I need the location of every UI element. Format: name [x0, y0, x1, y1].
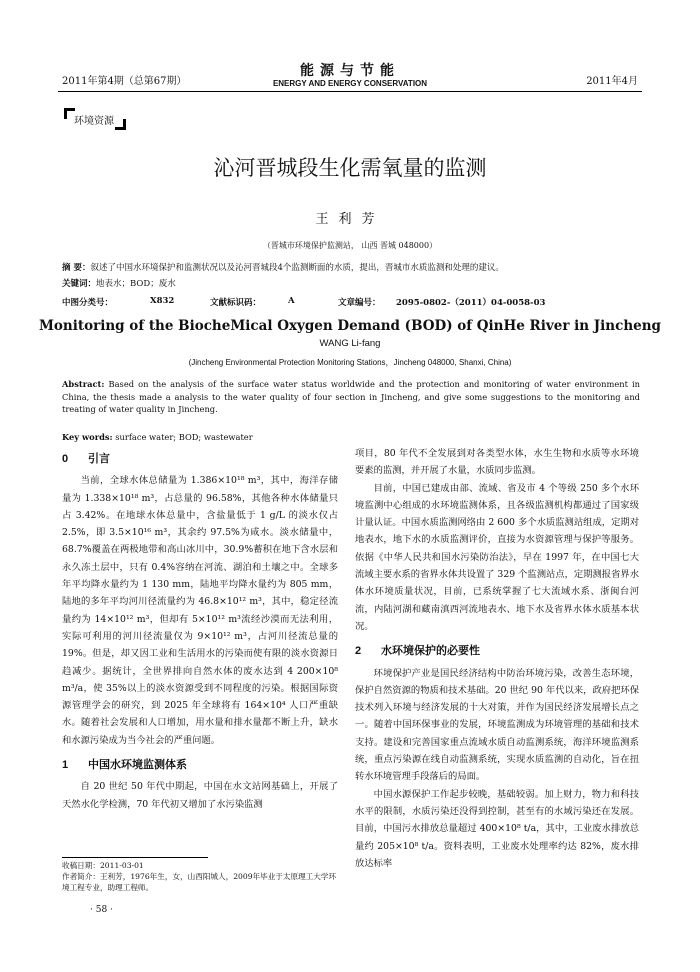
clc-label: 中图分类号： — [62, 298, 114, 308]
doc-label: 文献标识码： — [210, 298, 262, 308]
abstract-cn-text: 叙述了中国水环境保护和监测状况以及沁河晋城段4个监测断面的水质，提出，晋城市水质监测和处理的建议。 — [90, 263, 504, 273]
body-column-right — [355, 445, 639, 872]
paragraph: 目前，中国已建成由部、流域、省及市 4 个等级 250 多个水环境监测中心组成的水环境监测体系，且各级监测机构都通过了国家级计量认证。中国水质监测网络由 2 600 多个水质监测站组成，定期对地表水，地下水的水质监测评价，直接为水资源管理与保护等服务。依据《中华人民共和国水污染防治法》，早在 1997 年，在中国七大流域主要水系的省界水体共设置了 329 个监测站点，定期测报省界水体水环境质量状况，目前，已系统掌握了七大流域水系、浙闽台河流，内陆河湖和藏南滇西河流地表水、地下水及省界水体水质基本状况。 — [355, 482, 639, 632]
section-title: 水环境保护的必要性 — [381, 645, 480, 658]
paragraph: 中国水源保护工作起步较晚，基础较弱。加上财力，物力和科技水平的限制，水质污染还没得到控制，甚至有的水域污染还在发展。目前，中国污水排放总量超过 400×10⁸ t/a，其中，工业废水排放总量约 205×10⁸ t/a。资料表明，工业废水处理率约达 82%，废水排放达标率 — [355, 788, 639, 869]
keywords-en-text: surface water; BOD; wastewater — [115, 432, 253, 442]
abstract-cn — [62, 262, 640, 275]
section-heading-1 — [62, 757, 338, 774]
paragraph: 环境保护产业是国民经济结构中防治环境污染，改善生态环境，保护自然资源的物质和技术基础。20 世纪 90 年代以来，政府把环保技术列入环境与经济发展的十大对策，并作为国民经济发展增长点之一。随着中国环保事业的发展，环境监测成为环境管理的基础和技术支持。建设和完善国家重点流域水质自动监测系统，海洋环境监测系统，重点污染源在线自动监测系统，实现水质监测的自动化，旨在扭转水环境管理手段落后的局面。 — [355, 667, 639, 783]
header-rule — [58, 91, 642, 92]
header-date: 2011年4月 — [586, 76, 638, 87]
affiliation-en: (Jincheng Environmental Protection Monitoring Stations，Jincheng 048000, Shanxi, China) — [188, 358, 512, 367]
section-tag: 环境资源 — [74, 116, 114, 127]
keywords-cn-text: 地表水；BOD；废水 — [96, 279, 176, 289]
body-column-left — [62, 445, 338, 813]
received-date: 收稿日期：2011-03-01 — [62, 861, 144, 870]
journal-title-cn: 能源与节能 — [300, 63, 400, 79]
paragraph: 自 20 世纪 50 年代中期起，中国在水文站网基础上，开展了天然水化学检测，70 年代初又增加了水污染监测 — [62, 781, 338, 810]
corner-br — [115, 119, 126, 130]
keywords-cn — [62, 278, 640, 291]
abstract-en-text: Based on the analysis of the surface water status worldwide and the protection and monitoring of water environment in China, the thesis made a analysis to the water quality of four section in Jincheng, and give some suggestions to the monitoring and treating of water quality in Jincheng. — [62, 379, 640, 415]
header-issue: 2011年第4期（总第67期） — [62, 76, 187, 87]
keywords-en-label: Key words: — [62, 432, 113, 442]
author-cn: 王利芳 — [315, 212, 385, 227]
section-num: 0 — [62, 453, 69, 465]
section-heading-2 — [355, 643, 639, 660]
footnote — [62, 860, 338, 893]
abstract-en — [62, 378, 640, 416]
page-number: · 58 · — [90, 905, 113, 915]
section-heading-0 — [62, 451, 338, 468]
journal-title-en: ENERGY AND ENERGY CONSERVATION — [272, 79, 428, 88]
keywords-en — [62, 432, 640, 442]
affiliation-cn: （晋城市环境保护监测站， 山西 晋城 048000） — [262, 241, 438, 250]
abstract-en-label: Abstract: — [62, 379, 105, 389]
section-title: 引言 — [88, 453, 110, 465]
abstract-cn-label: 摘 要： — [62, 263, 91, 273]
clc-value: X832 — [150, 296, 175, 306]
paper-title-en: Monitoring of the BiocheMical Oxygen Demand (BOD) of QinHe River in Jincheng — [38, 318, 661, 334]
paragraph: 当前，全球水体总储量为 1.386×10¹⁸ m³，其中，海洋存储量为 1.338×10¹⁸ m³，占总量的 96.58%，其他各种水体储量只占 3.42%。在地球水体总量中，含盐量低于 1 g/L 的淡水仅占 2.5%，即 3.5×10¹⁶ m³，其余约 97.5%为咸水。淡水储量中，68.7%覆盖在两极地带和高山冰川中，30.9%蓄积在地下含水层和永久冻土层中，只有 0.4%容纳在河流、湖泊和土壤之中。全球多年平均降水量约为 1 130 mm，陆地平均降水量约为 805 mm，陆地的多年平均河川径流量约为 46.8×10¹² m³，其中，稳定径流量约为 14×10¹² m³，但却有 5×10¹² m³流经沙漠而无法利用，实际可利用的河川径流量仅为 9×10¹² m³，占河川径流总量的 19%。但是，却又因工业和生活用水的污染而使有限的淡水资源日趋减少。据统计，全世界排向自然水体的废水达到 4 200×10⁸ m³/a，使 35%以上的淡水资源受到不同程度的污染。根据国际资源管理学会的研究，到 2025 年全球将有 164×10⁴ 人口严重缺水。随着社会发展和人口增加，用水量和排水量都不断上升，缺水和水源污染成为当今社会的严重问题。 — [62, 475, 338, 746]
paragraph: 项目，80 年代不全发展到对各类型水体，水生生物和水质等水环境要素的监测，并开展了水量，水质同步监测。 — [355, 448, 639, 477]
section-num: 2 — [355, 645, 362, 658]
paper-title-cn: 沁河晋城段生化需氧量的监测 — [213, 156, 487, 180]
section-num: 1 — [62, 759, 69, 772]
section-tag-box — [64, 108, 126, 130]
section-title: 中国水环境监测体系 — [88, 759, 187, 772]
author-en: WANG Li-fang — [319, 338, 381, 349]
doc-value: A — [288, 296, 295, 306]
article-label: 文章编号： — [338, 298, 381, 308]
author-bio: 作者简介：王利芳，1976年生，女，山西阳城人，2009年毕业于太原理工大学环境工程专业，助理工程师。 — [62, 872, 337, 892]
article-value: 2095-0802-（2011）04-0058-03 — [396, 298, 546, 308]
keywords-cn-label: 关键词： — [62, 279, 97, 289]
footnote-rule — [62, 857, 208, 858]
